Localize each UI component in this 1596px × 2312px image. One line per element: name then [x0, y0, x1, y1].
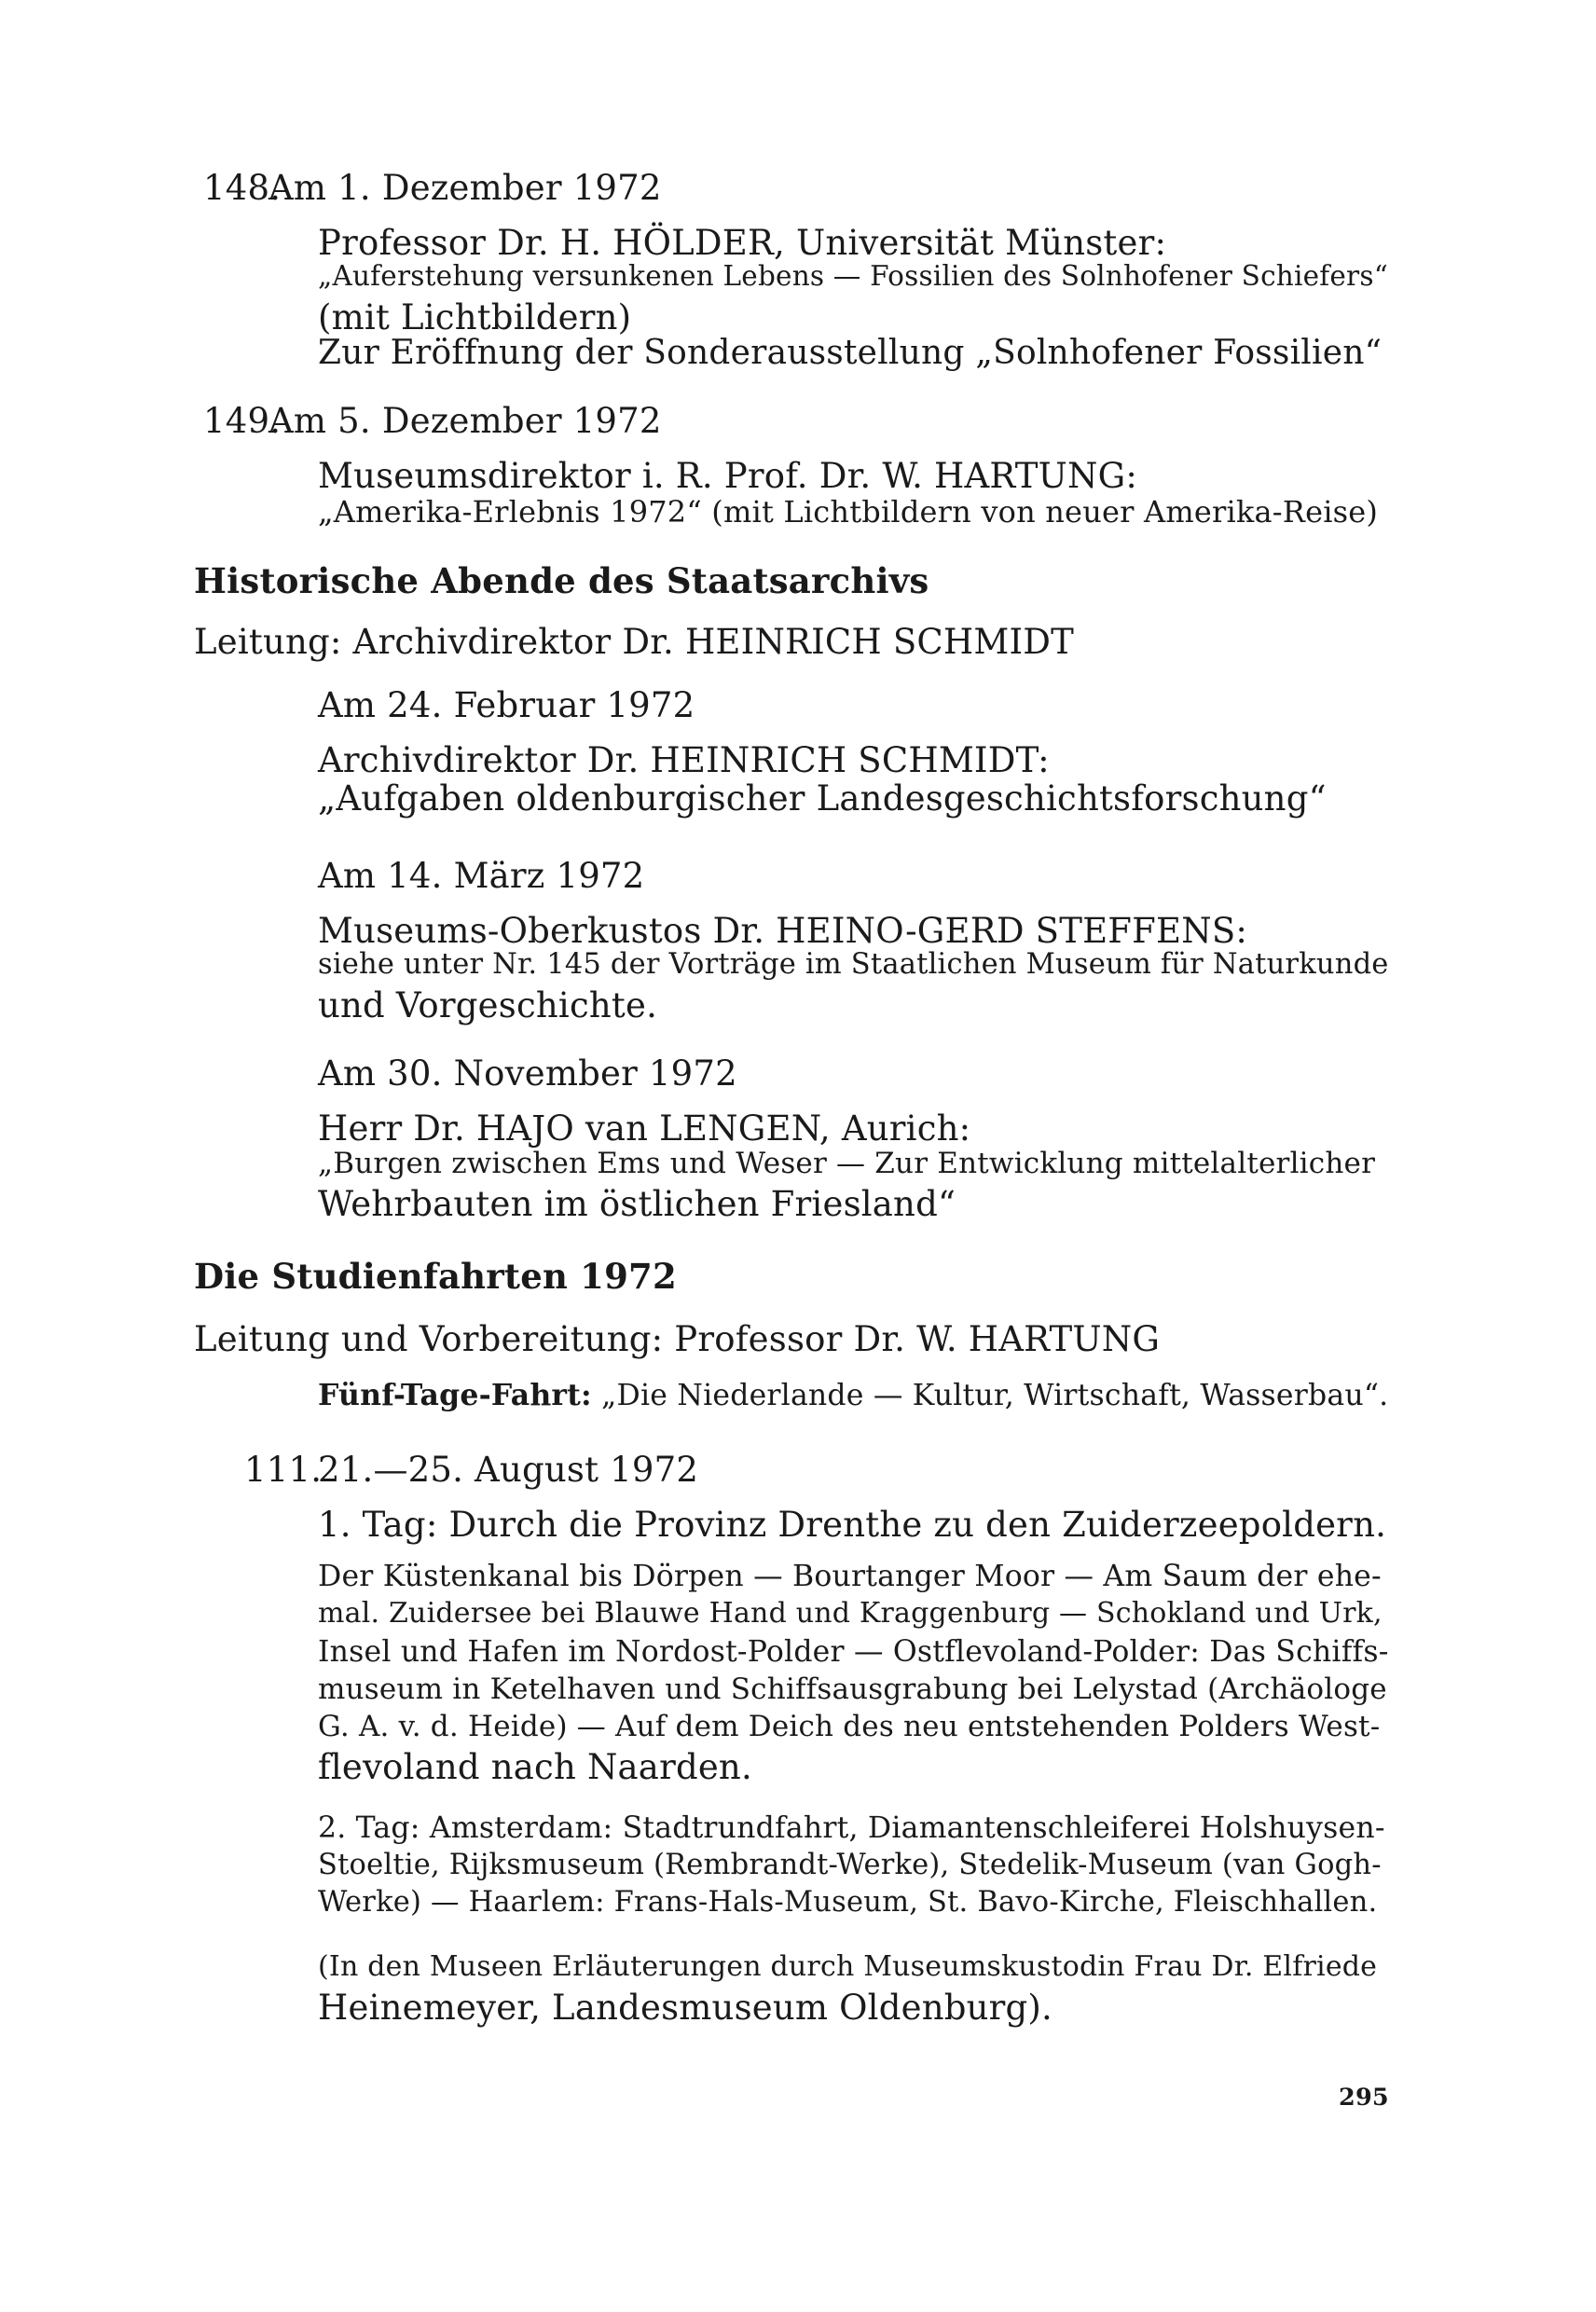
- tag2-line-2: Stoeltie, Rijksmuseum (Rembrandt-Werke), Stedelik-Museum (van Gogh-: [318, 1849, 1382, 1881]
- entry-111-date: 21.—25. August 1972: [318, 1450, 699, 1490]
- tag1-line-1: Der Küstenkanal bis Dörpen — Bourtanger Moor — Am Saum der ehe-: [318, 1560, 1382, 1593]
- entry-148-date: Am 1. Dezember 1972: [268, 168, 662, 208]
- tag2-line-3: Werke) — Haarlem: Frans-Hals-Museum, St. Bavo-Kirche, Fleischhallen.: [318, 1886, 1378, 1919]
- tag1-line-5: G. A. v. d. Heide) — Auf dem Deich des neu entstehenden Polders West-: [318, 1710, 1381, 1743]
- entry-149-speaker: Museumsdirektor i. R. Prof. Dr. W. HARTUNG:: [318, 456, 1138, 496]
- historische-e2-line2: und Vorgeschichte.: [318, 985, 658, 1025]
- historische-e1-speaker: Archivdirektor Dr. HEINRICH SCHMIDT:: [318, 740, 1050, 780]
- fahrt-label: Fünf-Tage-Fahrt:: [318, 1378, 592, 1412]
- entry-111-number: 111.: [244, 1450, 323, 1490]
- entry-148-occasion: Zur Eröffnung der Sonderausstellung „Solnhofener Fossilien“: [318, 334, 1383, 372]
- section-heading-studienfahrten: Die Studienfahrten 1972: [194, 1256, 677, 1297]
- tag1-line-3: Insel und Hafen im Nordost-Polder — Ostflevoland-Polder: Das Schiffs-: [318, 1635, 1389, 1669]
- historische-e2-date: Am 14. März 1972: [318, 856, 645, 896]
- historische-e2-speaker: Museums-Oberkustos Dr. HEINO-GERD STEFFENS:: [318, 911, 1248, 951]
- entry-148-title: „Auferstehung versunkenen Lebens — Fossilien des Solnhofener Schiefers“: [318, 260, 1388, 292]
- historische-e3-date: Am 30. November 1972: [318, 1053, 737, 1094]
- historische-e3-title-2: Wehrbauten im östlichen Friesland“: [318, 1184, 956, 1224]
- entry-148-number: 148.: [203, 168, 282, 208]
- historische-e2-line1: siehe unter Nr. 145 der Vorträge im Staatlichen Museum für Naturkunde: [318, 948, 1389, 981]
- fahrt-title: „Die Niederlande — Kultur, Wirtschaft, Wasserbau“.: [601, 1379, 1389, 1412]
- note-line-1: (In den Museen Erläuterungen durch Museumskustodin Frau Dr. Elfriede: [318, 1950, 1378, 1983]
- tag1-heading: 1. Tag: Durch die Provinz Drenthe zu den Zuiderzeepoldern.: [318, 1505, 1387, 1545]
- entry-149-title: „Amerika-Erlebnis 1972“ (mit Lichtbildern von neuer Amerika-Reise): [318, 494, 1379, 530]
- fahrt-line: [318, 1378, 1389, 1412]
- entry-149-date: Am 5. Dezember 1972: [268, 401, 662, 441]
- section-heading-historische: Historische Abende des Staatsarchivs: [194, 560, 929, 601]
- studienfahrten-leitung: Leitung und Vorbereitung: Professor Dr. W. HARTUNG: [194, 1319, 1161, 1359]
- historische-e3-speaker: Herr Dr. HAJO van LENGEN, Aurich:: [318, 1108, 971, 1149]
- historische-leitung: Leitung: Archivdirektor Dr. HEINRICH SCHMIDT: [194, 622, 1075, 662]
- entry-149-number: 149.: [203, 401, 282, 441]
- historische-e3-title-1: „Burgen zwischen Ems und Weser — Zur Entwicklung mittelalterlicher: [318, 1147, 1376, 1180]
- page-number: 295: [1339, 2084, 1389, 2112]
- historische-e1-title: „Aufgaben oldenburgischer Landesgeschichtsforschung“: [318, 778, 1327, 819]
- historische-e1-date: Am 24. Februar 1972: [318, 685, 695, 725]
- entry-148-note: (mit Lichtbildern): [318, 297, 632, 337]
- tag1-line-2: mal. Zuidersee bei Blauwe Hand und Kraggenburg — Schokland und Urk,: [318, 1597, 1383, 1630]
- tag1-line-4: museum in Ketelhaven und Schiffsausgrabung bei Lelystad (Archäologe: [318, 1672, 1387, 1706]
- tag1-line-6: flevoland nach Naarden.: [318, 1747, 752, 1787]
- note-line-2: Heinemeyer, Landesmuseum Oldenburg).: [318, 1988, 1053, 2028]
- entry-148-speaker: Professor Dr. H. HÖLDER, Universität Münster:: [318, 223, 1167, 263]
- tag2-line-1: 2. Tag: Amsterdam: Stadtrundfahrt, Diamantenschleiferei Holshuysen-: [318, 1811, 1385, 1845]
